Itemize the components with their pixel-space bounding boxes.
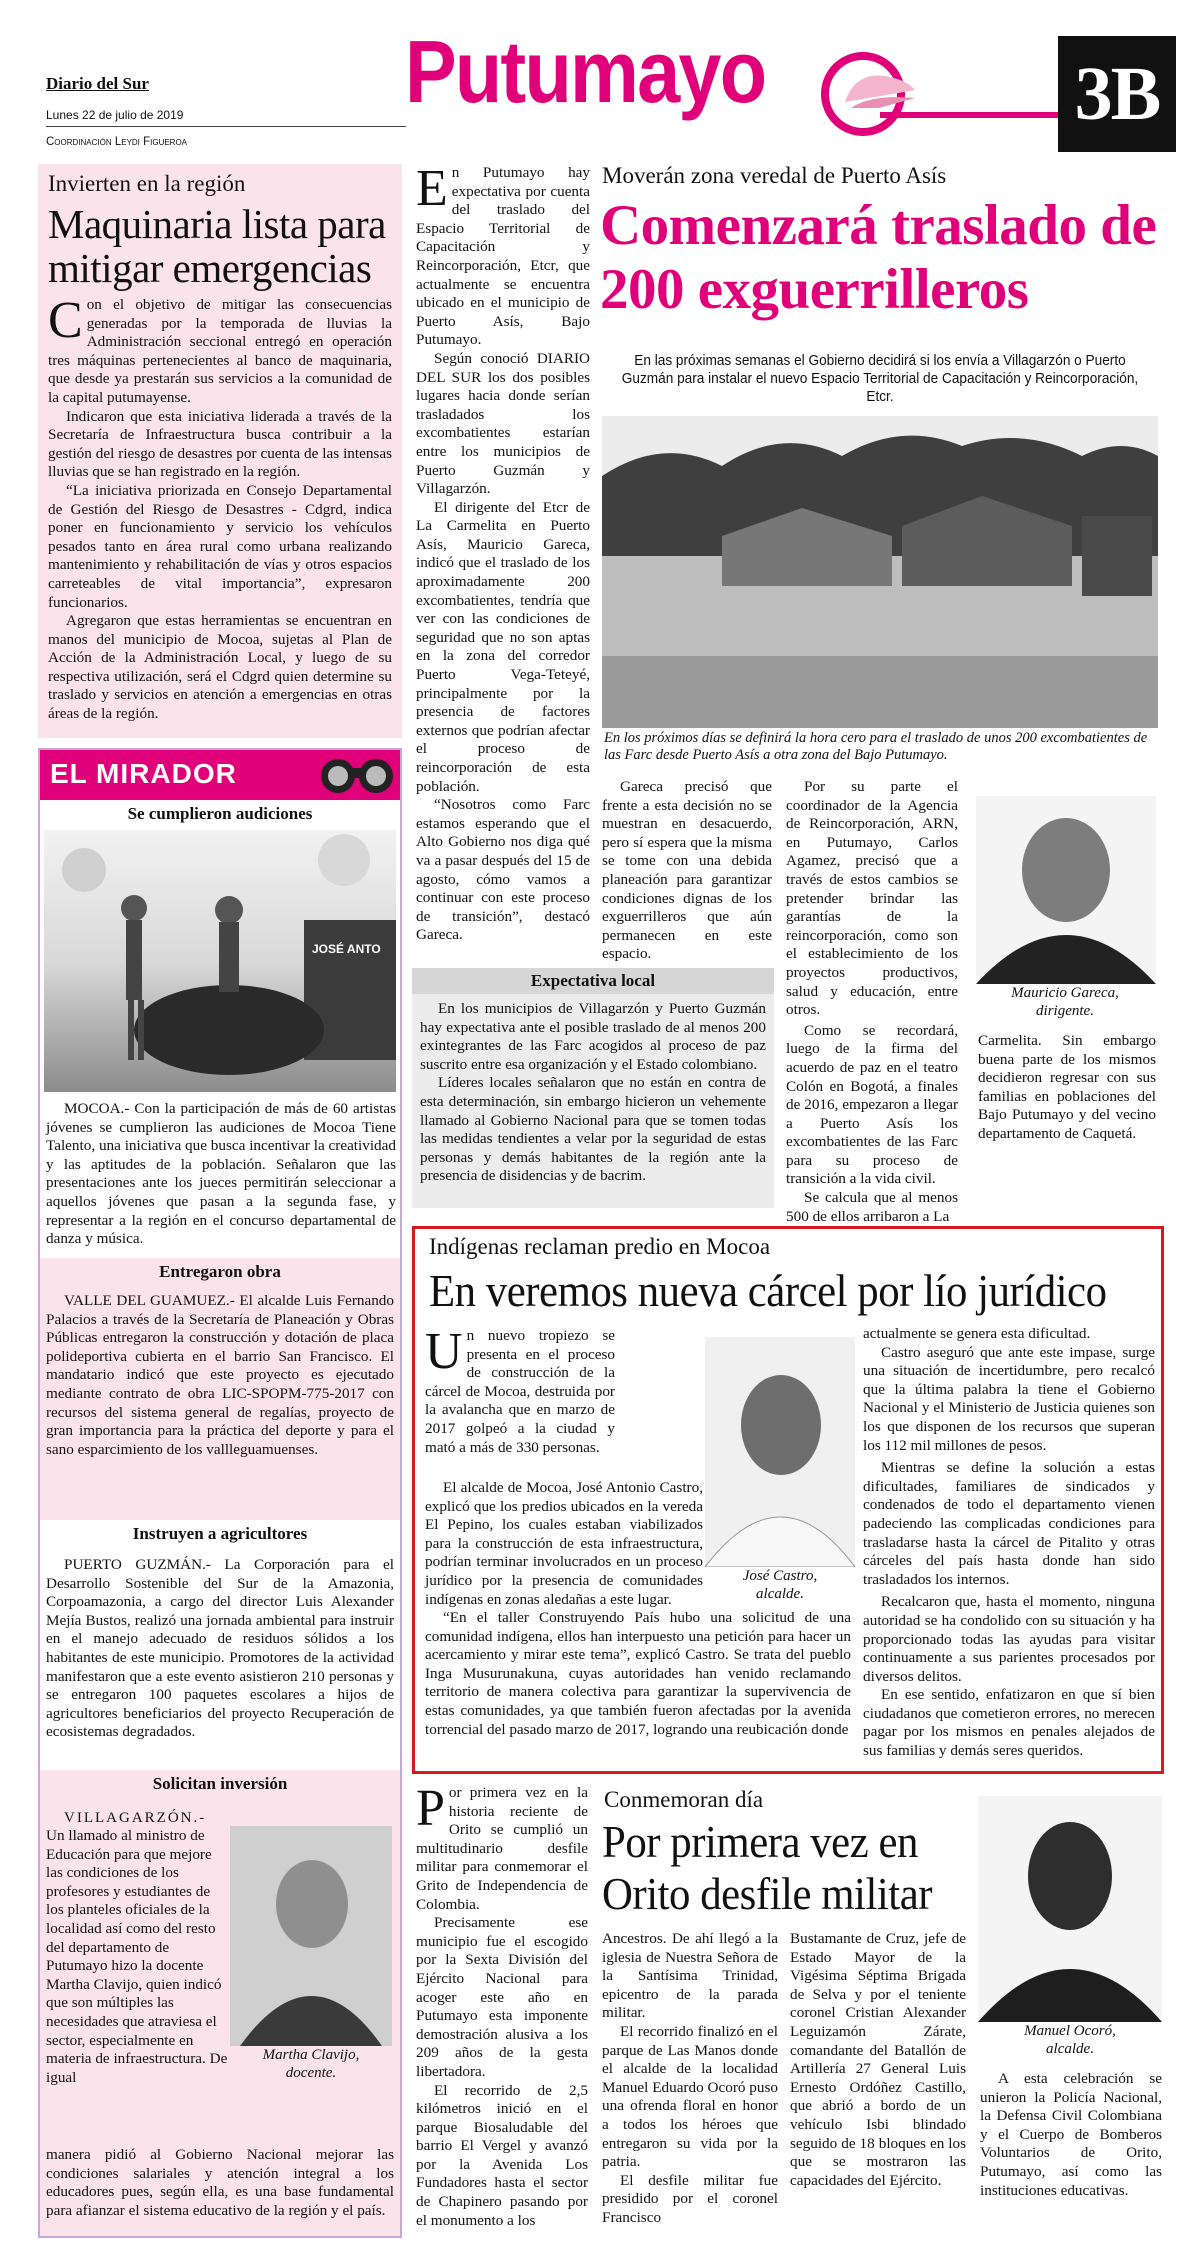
photo-caption-name: Mauricio Gareca, [1011, 985, 1119, 1001]
article-paragraph: En ese sentido, enfatizaron en que sí bien ciudadanos que cometieron errores, no merecen pagar por los mismos en penales alejados de sus familias y demás seres queridos. [863, 1686, 1155, 1760]
article-kicker: Indígenas reclaman predio en Mocoa [429, 1234, 771, 1259]
el-mirador-banner [40, 750, 400, 800]
article-paragraph: Mientras se define la solución a estas dificultades, familiares de sindicados y condenados de todo el departamento vienen padeciendo las complicadas condiciones para trasladarse hasta la cárcel de Pitalito y otras cárceles del país hasta donde han sido trasladados los internos. [863, 1459, 1155, 1588]
article-paragraph: “La iniciativa priorizada en Consejo Departamental de Gestión del Riesgo de Desastres - Cdgrd, indica poner en funcionamiento y servicio los vehículos pesados tanto en área rural como urbana realizando mantenimiento y rehabilitación de vías y otros espacios carreteables de vital importancia”, expresaron funcionarios. [48, 481, 392, 611]
section-title: Putumayo [405, 22, 766, 121]
coordination-credit: Coordinación Leydi Figueroa [46, 136, 188, 148]
article-headline: En veremos nueva cárcel por lío jurídico [429, 1265, 1107, 1316]
mirador-item-text: PUERTO GUZMÁN.- La Corporación para el Desarrollo Sostenible del Sur de la Amazonia, Corpoamazonia, a cargo del director Luis Alexander Mejía Bustos, realizó una jornada ambiental para instruir en el manejo adecuado de residuos sólidos a los habitantes de este municipio. Promotores de la actividad manifestaron que a este evento asistieron 210 personas y se entregaron 100 paquetes escolares a hijos de agricultores beneficiarios del proyecto Recuperación de ecosistemas degradados. [46, 1556, 394, 1741]
article-paragraph: Por su parte el coordinador de la Agencia de Reincorporación, ARN, en Putumayo, Carlos Agamez, precisó que a través de estos cambios se pretender brindar las garantías de la reincorporación, como son el establecimiento de los proyectos productivos, salud y educación, entre otros. [786, 778, 958, 1019]
masthead-rule [46, 126, 406, 127]
drop-cap: U [425, 1323, 463, 1380]
article-paragraph: Indicaron que esta iniciativa liderada a través de la Secretaría de Infraestructura busca contribuir a la gestión del riesgo de desastres por cuenta de las intensas lluvias que se han registrado en la región. [48, 407, 392, 481]
article-paragraph: Castro aseguró que ante este impase, surge una situación de incertidumbre, pero recalcó que la última palabra la tiene el Gobierno Nacional y el Ministerio de Justicia quienes son los que disponen de los recursos que superan los 112 mil millones de pesos. [863, 1343, 1155, 1454]
paragraph-text: n Putumayo hay expectativa por cuenta del traslado del Espacio Territorial de Capacitación y Reincorporación, Etcr, que actualmente se encuentra ubicado en el municipio de Puerto Asís, Bajo Putumayo. [416, 164, 590, 349]
article-orito [412, 1780, 1164, 2240]
article-paragraph: Recalcaron que, hasta el momento, ninguna autoridad se ha condolido con su situación y ha proporcionado todas las ayudas para visitar continuamente a sus parientes procesados por diversos delitos. [863, 1593, 1155, 1685]
hand-logo-icon [815, 42, 925, 142]
photo-caption-role: docente. [285, 2065, 337, 2081]
mirador-item-title: Instruyen a agricultores [132, 1524, 308, 1543]
mirador-item-title: Solicitan inversión [152, 1774, 288, 1793]
article-traslado [412, 160, 1158, 1225]
photo-caption-role: dirigente. [1036, 1003, 1094, 1019]
mirador-item-text: MOCOA.- Con la participación de más de 60 artistas jóvenes se cumplieron las audiciones de Mocoa Tiene Talento, una iniciativa que busca incentivar la creatividad y las aptitudes de la población. Señalaron que las presentaciones ante los jueces permitirán seleccionar a aquellos jóvenes que pasan a la segunda fase, y representar a la región en el concurso departamental de danza y música. [46, 1100, 396, 1248]
masthead [0, 0, 1193, 160]
camp-illustration [602, 416, 1158, 728]
article-column [416, 1780, 588, 2230]
castro-photo-block [705, 1337, 855, 1603]
masthead-pink-rule [880, 112, 1070, 118]
drop-cap: E [416, 160, 448, 217]
article-headline: Por primera vez en Orito desfile militar [602, 1816, 933, 1919]
article-paragraph [425, 1323, 615, 1457]
article-paragraph: A esta celebración se unieron la Policía Nacional, la Defensa Civil Colombiana y el Cuerpo de Bomberos Voluntarios de Orito, Putumayo, así como las instituciones educativas. [980, 2070, 1162, 2199]
article-paragraph: El recorrido finalizó en el parque de Las Manos donde el alcalde de la localidad Manuel Eduardo Ocoró puso una ofrenda floral en honor a todos los héroes que entregaron su vida por la patria. [602, 2022, 778, 2171]
ocoro-photo [978, 1796, 1162, 2022]
gareca-photo [976, 796, 1156, 984]
photo-caption-name: Manuel Ocoró, [1024, 2023, 1116, 2039]
article-paragraph: “En el taller Construyendo País hubo una solicitud de una comunidad indígena, ellos han interpuesto una petición para hacer un acercamiento y mirar este tema”, explicó Castro. Se trata del pueblo Inga Musurunakuna, cuyas autoridades han venido reclamando territorio de manera colectiva para garantizar la supervivencia de estas comunidades, ya que también fueron afectadas por la avenida torrencial del pasado marzo de 2017, logrando una reubicación donde [425, 1609, 851, 1738]
sidebar-body [412, 994, 774, 1192]
article-paragraph [416, 160, 590, 350]
article-paragraph: Bustamante de Cruz, jefe de Estado Mayor de la Vigésima Séptima Brigada de Selva y por el teniente coronel Cristian Alexander Leguizamón Zárate, comandante del Batallón de Artillería 27 General Luis Ernesto Ordóñez Castillo, que abrió a bordo de un vehículo Isbi blindado seguido de 18 bloques en los que se mostraron las capacidades del Ejército. [790, 1930, 966, 2189]
article-paragraph [48, 292, 392, 408]
el-mirador-column [38, 748, 402, 2238]
article-kicker: Conmemoran día [604, 1787, 764, 1812]
gareca-photo-block [972, 796, 1158, 1020]
page-number-text: 3B [1074, 52, 1160, 136]
sidebar-title: Expectativa local [412, 968, 774, 994]
paper-name: Diario del Sur [46, 74, 149, 93]
article-paragraph: Precisamente ese municipio fue el escogido por la Sexta División del Ejército Nacional para acoger este año en Putumayo esta imponente demostración alusiva a los 209 años de la gesta libertadora. [416, 1914, 588, 2080]
article-deck: En las próximas semanas el Gobierno decidirá si los envía a Villagarzón o Puerto Guzmán para instalar el nuevo Espacio Territorial de Capacitación y Reincorporación, Etcr. [621, 353, 1139, 405]
el-mirador-label: EL MIRADOR [50, 758, 237, 789]
mirador-item-title: Se cumplieron audiciones [127, 804, 313, 823]
article-column [786, 778, 958, 1226]
photo-caption-name: Martha Clavijo, [262, 2047, 360, 2063]
dateline: VILLAGARZÓN.- [64, 1810, 207, 1826]
article-maquinaria [38, 164, 402, 738]
article-paragraph: El alcalde de Mocoa, José Antonio Castro, explicó que los predios ubicados en la vereda El Pepino, los cuales estaban viabilizados para la construcción de esta infraestructura, podrían terminar involucrados en un proceso jurídico por la presencia de comunidades indígenas en zonas aledañas a este lugar. [425, 1479, 703, 1608]
page-number [1058, 36, 1176, 152]
photo-caption-name: José Castro, [742, 1568, 818, 1584]
drop-cap: P [416, 1780, 445, 1837]
article-paragraph [416, 1780, 588, 1914]
article-carcel [412, 1226, 1164, 1774]
photo-caption-role: alcalde. [1046, 2041, 1094, 2057]
article-kicker: Invierten en la región [48, 171, 246, 196]
mirador-item-text: manera pidió al Gobierno Nacional mejorar las condiciones salariales y atención integral a los educadores pues, según ella, es una base fundamental para afianzar el sistema educativo de la región y el país. [46, 2146, 394, 2219]
paragraph-text: on el objetivo de mitigar las consecuencias generadas por la temporada de lluvias la Administración seccional entregó en operación tres máquinas pertenecientes al banco de maquinaria, que desde ya prestarán sus servicios a la comunidad de la capital putumayense. [48, 296, 392, 406]
sidebar-expectativa [412, 968, 774, 1208]
photo-sign-text: JOSÉ ANTO [312, 942, 381, 956]
solicitan-text-a [46, 1810, 228, 2087]
castro-photo [705, 1337, 855, 1567]
article-paragraph: Se calcula que al menos 500 de ellos arribaron a La [786, 1189, 958, 1225]
article-paragraph: Según conoció DIARIO DEL SUR los dos posibles lugares hacia donde serían trasladados los excombatientes estarían entre los municipios de Puerto Guzmán y Villagarzón. [416, 349, 590, 498]
article-column [863, 1325, 1155, 1761]
audition-photo [44, 830, 396, 1092]
castro-portrait [705, 1337, 855, 1567]
article-column [602, 1930, 778, 2228]
photo-caption-role: alcalde. [756, 1586, 804, 1602]
paragraph-text: or primera vez en la historia reciente de Orito se cumplió un multitudinario desfile militar para conmemorar el Grito de Independencia de Colombia. [416, 1784, 588, 1913]
mirador-instruyen-box [40, 1520, 400, 1792]
article-column [416, 160, 590, 945]
gareca-portrait [976, 796, 1156, 984]
article-paragraph: Carmelita. Sin embargo buena parte de los mismos decidieron regresar con sus familias en poblaciones del Bajo Putumayo y del vecino departamento de Caquetá. [978, 1032, 1156, 1142]
photo-caption: En los próximos días se definirá la hora cero para el traslado de unos 200 excombatientes de las Farc desde Puerto Asís a otra zona del Bajo Putumayo. [604, 730, 1148, 763]
teacher-photo [230, 1826, 392, 2046]
mirador-solicitan-box [40, 1770, 400, 2236]
article-headline: Maquinaria lista para mitigar emergencias [48, 201, 386, 291]
article-paragraph: El dirigente del Etcr de La Carmelita en Puerto Asís, Mauricio Gareca, indicó que el traslado de los aproximadamente 200 excombatientes, tendría que ver con las condiciones de seguridad que no son aptas en la zona del corredor Puerto Vega-Teteyé, principalmente por la presencia de factores externos que podrían afectar el proceso de reincorporación de esta población. [416, 498, 590, 795]
mirador-item-text: Un llamado al ministro de Educación para que mejore las condiciones de los profesores y estudiantes de los planteles oficiales de la localidad así como del resto del departamento de Putumayo hizo la docente Martha Clavijo, quien indicó que son múltiples las necesidades que atraviesa el sector, especialmente en materia de infraestructura. De igual [46, 1827, 228, 2086]
dancers-illustration [44, 830, 396, 1092]
mirador-entregaron-box [40, 1258, 400, 1520]
drop-cap: C [48, 292, 83, 349]
mirador-item-text: VALLE DEL GUAMUEZ.- El alcalde Luis Fernando Palacios a través de la Secretaría de Planeación y Obras Públicas entregaron la construcción y dotación de placa polideportiva cubierta en el barrio San Francisco. El mandatario indicó que este proyecto es ejecutado mediante contrato de obra LIC-SPOPM-775-2017 con recursos del sistema general de regalías, proyecto de gran importancia para la práctica del deporte y para el sano esparcimiento de los vallleguamuenses. [46, 1292, 394, 1458]
article-paragraph: Ancestros. De ahí llegó a la iglesia de Nuestra Señora de la Santísima Trinidad, epicentro de la parada militar. [602, 1930, 778, 2022]
camp-photo [602, 416, 1158, 728]
ocoro-portrait [978, 1796, 1162, 2022]
sidebar-paragraph: En los municipios de Villagarzón y Puerto Guzmán hay expectativa ante el posible traslado de al menos 200 exintegrantes de las Farc acogidos al proceso de paz suscrito entre esa organización y el Estado colombiano. [420, 1000, 766, 1073]
teacher-photo-block [230, 1826, 392, 2084]
mirador-item-title: Entregaron obra [159, 1262, 281, 1281]
article-paragraph: “Nosotros como Farc estamos esperando que el Alto Gobierno nos diga qué va a pasar después del 15 de agosto, cómo vamos a continuar con este proceso de transición”, destacó Gareca. [416, 796, 590, 944]
sidebar-paragraph: Líderes locales señalaron que no están en contra de esta determinación, sin embargo hicieron un vehemente llamado al Gobierno Nacional para que se tomen todas las medidas tendientes a velar por la seguridad de estas personas y demás habitantes de la región ante la presencia de disidencias y de bacrim. [420, 1074, 766, 1185]
article-paragraph: Como se recordará, luego de la firma del acuerdo de paz en el teatro Colón en Bogotá, a finales de 2016, empezaron a llegar a Puerto Asís los excombatientes de las Farc para su proceso de transición a la vida civil. [786, 1021, 958, 1188]
article-kicker: Moverán zona veredal de Puerto Asís [602, 163, 947, 188]
article-paragraph: El recorrido de 2,5 kilómetros inició en el parque Biosaludable del barrio El Vergel y avanzó por la Avenida Los Fundadores hasta el sector de Chapinero pasando por el monumento a los [416, 2081, 588, 2229]
article-paragraph: El desfile militar fue presidido por el coronel Francisco [602, 2171, 778, 2226]
article-paragraph: Agregaron que estas herramientas se encuentran en manos del municipio de Mocoa, sujetas al Plan de Acción de la Administración Local, y luego de su respectiva utilización, será el Cdgrd quien determine su traslado y servicios en atención a emergencias en otras áreas de la región. [48, 612, 392, 723]
ocoro-photo-block [978, 1796, 1162, 2058]
binoculars-icon [318, 754, 396, 796]
issue-date: Lunes 22 de julio de 2019 [46, 108, 184, 122]
article-paragraph: actualmente se genera esta dificultad. [863, 1325, 1091, 1342]
article-headline: Comenzará traslado de 200 exguerrilleros [600, 194, 1157, 321]
paragraph-text: n nuevo tropiezo se presenta en el proceso de construcción de la cárcel de Mocoa, destruida por la avalancha que en marzo de 2017 golpeó a la ciudad y mató a más de 330 personas. [425, 1327, 615, 1456]
article-paragraph: Gareca precisó que frente a esta decisión no se muestran en desacuerdo, pero sí espera que la misma se tome con una debida planeación para garantizar condiciones dignas de los exguerrilleros que aún permanecen en este espacio. [602, 778, 772, 963]
teacher-portrait [230, 1826, 392, 2046]
